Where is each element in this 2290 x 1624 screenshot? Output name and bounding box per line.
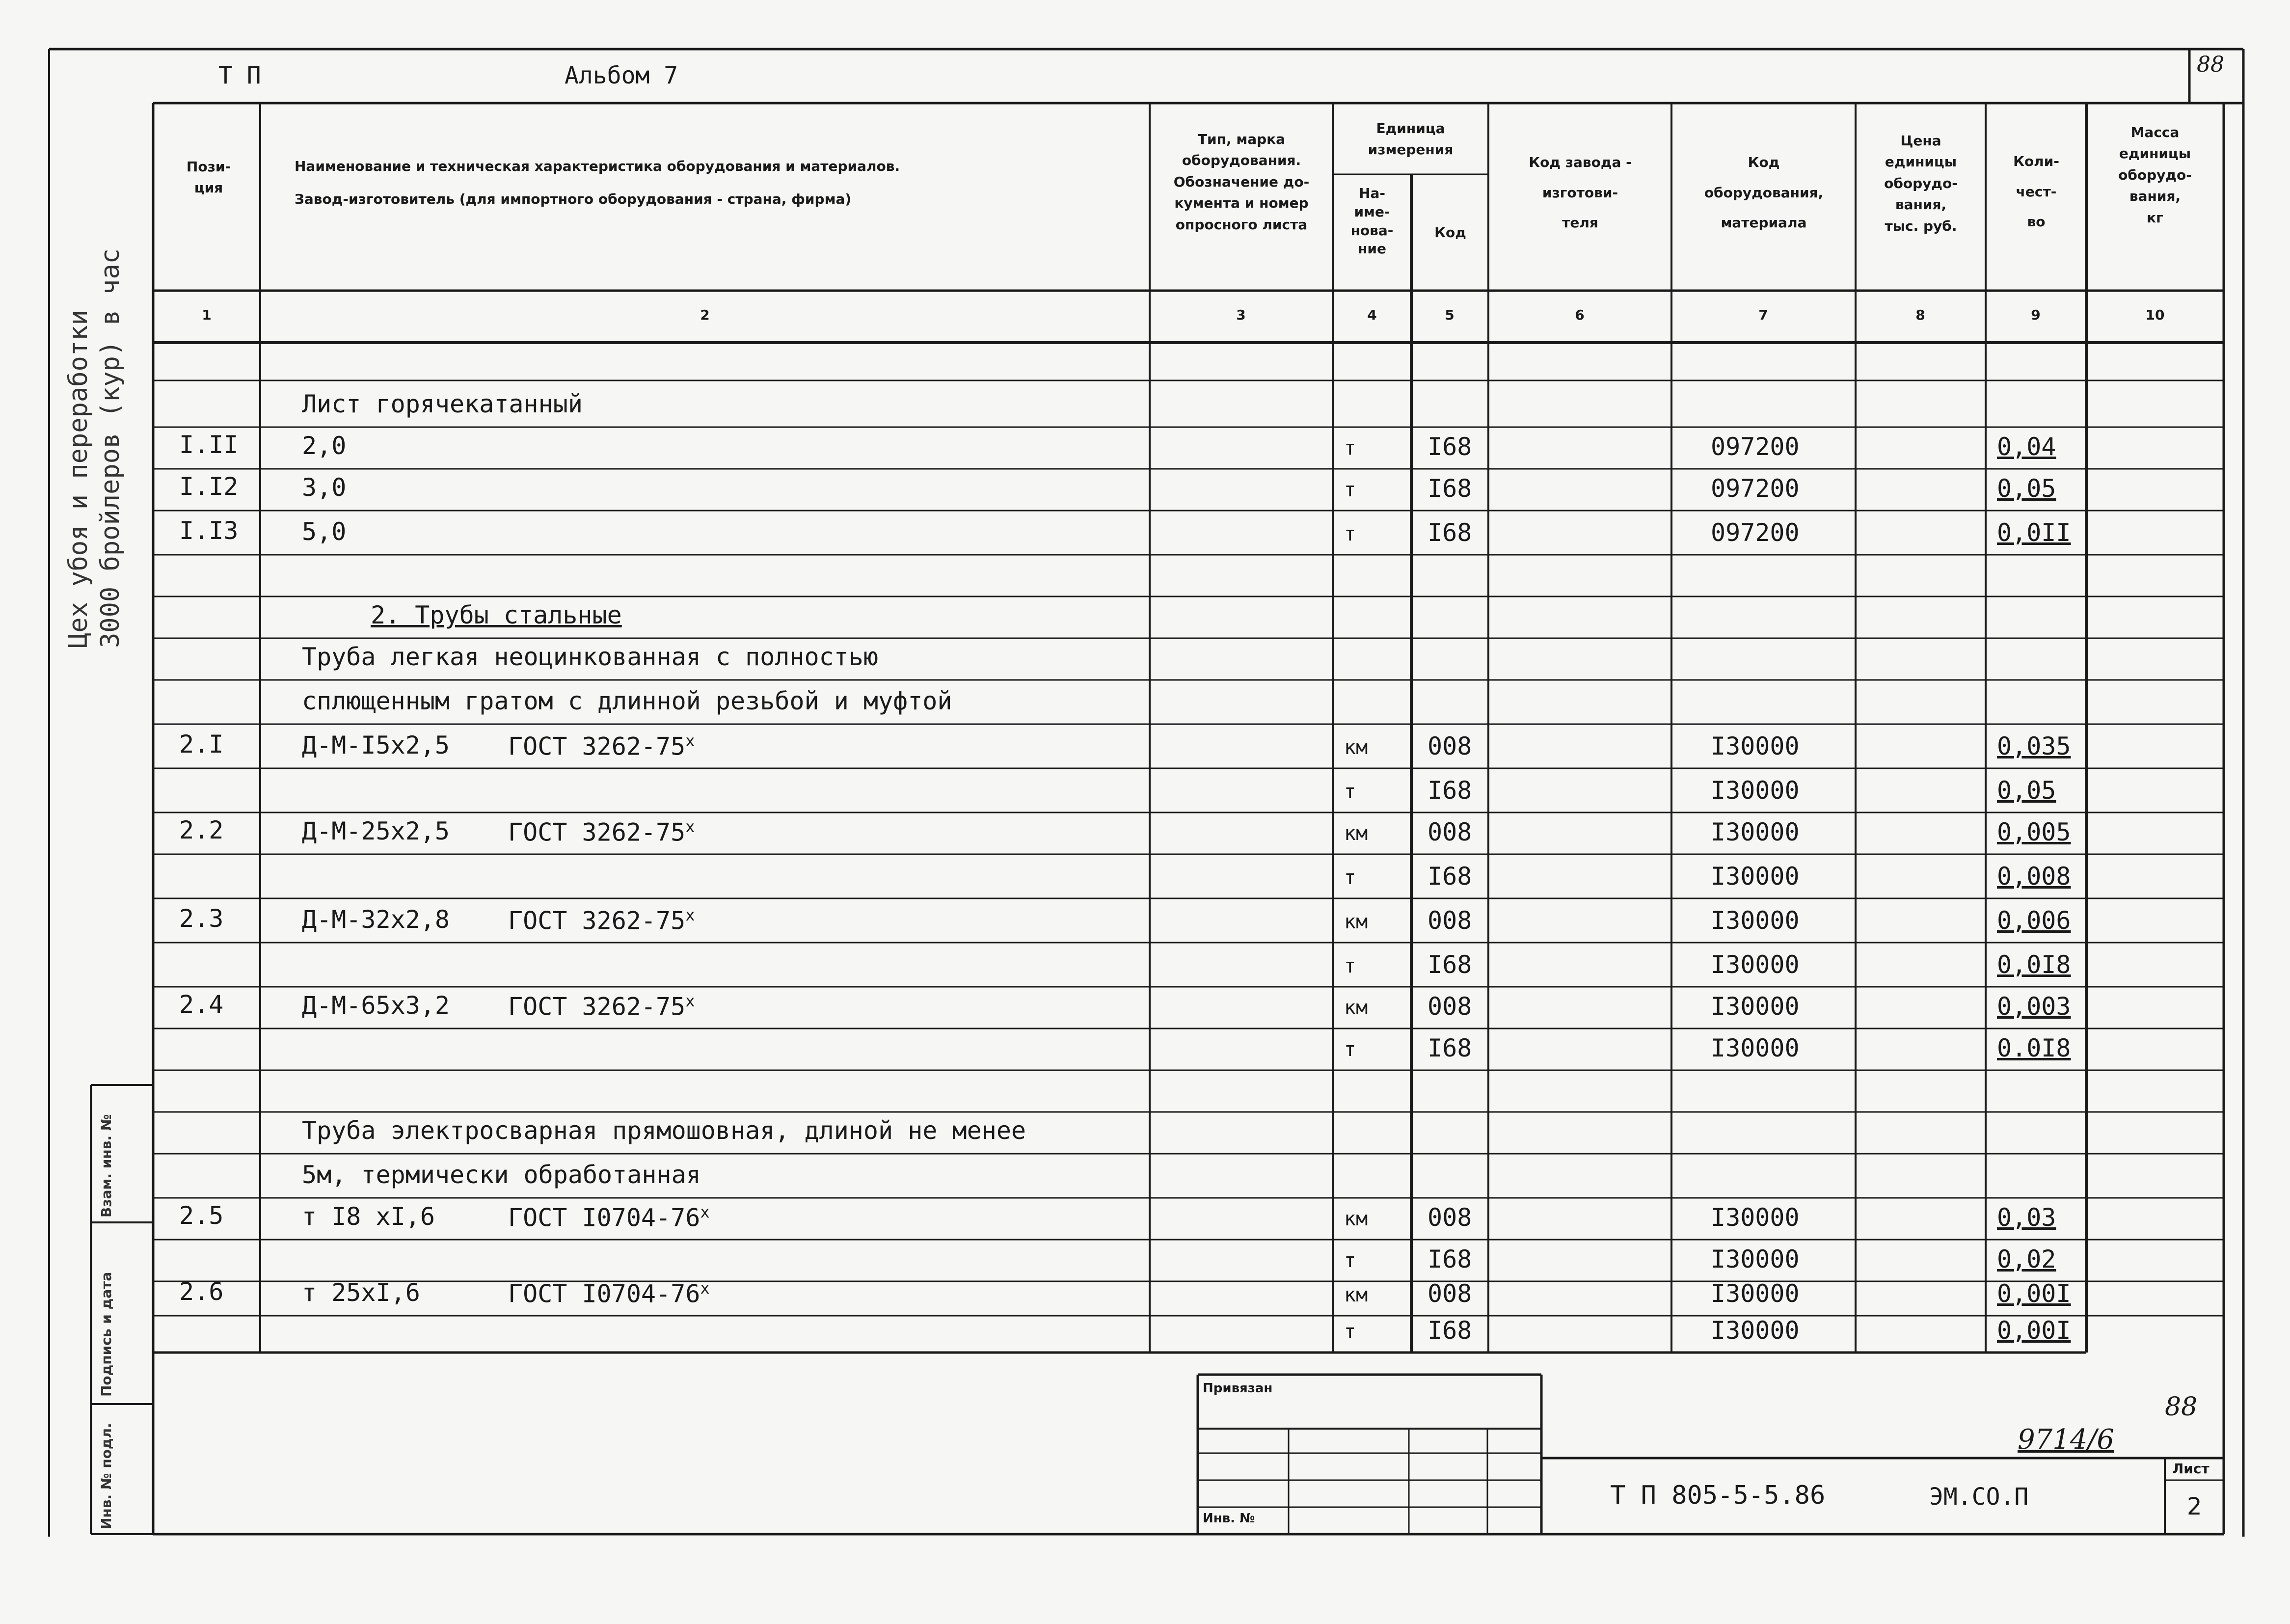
row-position: I.II bbox=[179, 431, 239, 459]
stamp-inv-original: Инв. № подл. bbox=[98, 1423, 114, 1529]
row-quantity: 0,05 bbox=[1997, 474, 2056, 503]
row-equip-code: I30000 bbox=[1711, 776, 1800, 805]
row-quantity: 0,003 bbox=[1997, 992, 2071, 1021]
row-quantity: 0,006 bbox=[1997, 906, 2071, 935]
row-quantity: 0,008 bbox=[1997, 862, 2071, 891]
col-header-equip-code: Код оборудования, материала bbox=[1704, 154, 1824, 231]
row-position: 2.4 bbox=[179, 990, 224, 1019]
document-suffix: ЭМ.СО.П bbox=[1929, 1483, 2029, 1511]
document-code: Т П 805-5-5.86 bbox=[1610, 1481, 1826, 1510]
series-label: Т П bbox=[218, 62, 261, 89]
row-equip-code: I30000 bbox=[1711, 1245, 1800, 1273]
row-gost: ГОСТ 3262-75$^x$ bbox=[508, 731, 695, 761]
stamp-signature-date: Подпись и дата bbox=[98, 1272, 114, 1397]
row-quantity: 0,04 bbox=[1997, 433, 2056, 461]
side-title-line2: 3000 бройлеров (кур) в час bbox=[96, 248, 125, 648]
row-unit-code: I68 bbox=[1428, 1034, 1472, 1062]
row-equip-code: I30000 bbox=[1711, 732, 1800, 760]
side-title-line1: Цех убоя и переработки bbox=[64, 310, 93, 648]
row-unit: т bbox=[1344, 1321, 1356, 1343]
row-name: Д-М-65x3,2 bbox=[302, 991, 450, 1020]
row-unit: т bbox=[1344, 955, 1356, 977]
column-number: 7 bbox=[1758, 307, 1768, 323]
row-equip-code: 097200 bbox=[1711, 518, 1800, 547]
row-quantity: 0,05 bbox=[1997, 776, 2056, 805]
row-name: 5,0 bbox=[302, 517, 347, 546]
row-unit: т bbox=[1344, 781, 1356, 803]
row-unit-code: 008 bbox=[1428, 906, 1472, 935]
column-number: 6 bbox=[1575, 307, 1585, 323]
row-position: I.I2 bbox=[179, 472, 239, 501]
row-name: 2,0 bbox=[302, 432, 347, 460]
row-quantity: 0,005 bbox=[1997, 818, 2071, 846]
col-header-qty: Коли- чест- во bbox=[2013, 153, 2059, 230]
column-number: 4 bbox=[1367, 307, 1377, 323]
row-name: Д-М-25x2,5 bbox=[302, 817, 450, 845]
row-quantity: 0,00I bbox=[1997, 1279, 2071, 1308]
row-unit: т bbox=[1344, 866, 1356, 889]
col-header-pos: Пози- ция bbox=[186, 159, 231, 196]
row-name: Труба электросварная прямошовная, длиной не менее bbox=[302, 1116, 1026, 1145]
col-header-price: Цена единицы оборудо- вания, тыс. руб. bbox=[1884, 133, 1958, 234]
row-unit: км bbox=[1344, 911, 1368, 933]
row-quantity: 0,02 bbox=[1997, 1245, 2056, 1273]
row-equip-code: 097200 bbox=[1711, 474, 1800, 503]
row-unit: т bbox=[1344, 1038, 1356, 1061]
row-unit: т bbox=[1344, 479, 1356, 501]
row-position: 2.3 bbox=[179, 904, 224, 933]
row-equip-code: I30000 bbox=[1711, 818, 1800, 846]
row-unit-code: I68 bbox=[1428, 433, 1472, 461]
row-unit-code: I68 bbox=[1428, 776, 1472, 805]
stamp-inv-no-label: Инв. № bbox=[1203, 1511, 1255, 1526]
row-quantity: 0,00I bbox=[1997, 1316, 2071, 1345]
row-gost: ГОСТ I0704-76$^x$ bbox=[508, 1203, 710, 1232]
row-unit: т bbox=[1344, 1249, 1356, 1272]
row-unit: т bbox=[1344, 437, 1356, 460]
row-name: Лист горячекатанный bbox=[302, 390, 583, 418]
row-unit-code: 008 bbox=[1428, 1203, 1472, 1232]
row-name: Д-М-I5x2,5 bbox=[302, 731, 450, 759]
row-unit: т bbox=[1344, 523, 1356, 545]
column-number: 1 bbox=[202, 307, 212, 323]
row-equip-code: I30000 bbox=[1711, 950, 1800, 979]
col-header-name: Наименование и техническая характеристика оборудования и материалов. Завод-изготовитель (для импортного оборудования - страна, фирма) bbox=[295, 158, 900, 208]
row-name: Труба легкая неоцинкованная с полностью bbox=[302, 643, 878, 671]
row-gost: ГОСТ I0704-76$^x$ bbox=[508, 1279, 710, 1308]
row-equip-code: I30000 bbox=[1711, 906, 1800, 935]
row-name: т I8 xI,6 bbox=[302, 1202, 435, 1231]
row-unit-code: I68 bbox=[1428, 1316, 1472, 1345]
row-position: 2.I bbox=[179, 730, 224, 758]
row-unit-code: 008 bbox=[1428, 732, 1472, 760]
row-unit: км bbox=[1344, 736, 1368, 759]
column-number: 9 bbox=[2031, 307, 2041, 323]
row-quantity: 0,035 bbox=[1997, 732, 2071, 760]
row-unit: км bbox=[1344, 822, 1368, 845]
row-unit-code: I68 bbox=[1428, 1245, 1472, 1273]
row-position: I.I3 bbox=[179, 516, 239, 545]
col-header-unit-code: Код bbox=[1434, 224, 1466, 241]
row-name: 3,0 bbox=[302, 473, 347, 502]
row-unit-code: 008 bbox=[1428, 1279, 1472, 1308]
row-unit-code: I68 bbox=[1428, 474, 1472, 503]
row-equip-code: I30000 bbox=[1711, 992, 1800, 1021]
stamp-tied-label: Привязан bbox=[1203, 1381, 1273, 1396]
row-unit-code: I68 bbox=[1428, 518, 1472, 547]
section-heading: 2. Трубы стальные bbox=[371, 601, 622, 629]
row-quantity: 0,0I8 bbox=[1997, 950, 2071, 979]
row-unit-code: 008 bbox=[1428, 992, 1472, 1021]
corner-sheet-number: 88 bbox=[2197, 52, 2224, 77]
column-number: 8 bbox=[1915, 307, 1925, 323]
row-unit: км bbox=[1344, 1284, 1368, 1306]
row-quantity: 0.0I8 bbox=[1997, 1034, 2071, 1062]
row-quantity: 0,0II bbox=[1997, 518, 2071, 547]
column-number: 5 bbox=[1445, 307, 1455, 323]
handwritten-page: 88 bbox=[2165, 1392, 2198, 1422]
row-gost: ГОСТ 3262-75$^x$ bbox=[508, 817, 695, 847]
row-name: сплющенным гратом с длинной резьбой и муфтой bbox=[302, 687, 952, 715]
album-title: Альбом 7 bbox=[565, 62, 678, 89]
column-number: 10 bbox=[2145, 307, 2165, 323]
row-position: 2.5 bbox=[179, 1201, 224, 1230]
col-header-unit: Единица измерения bbox=[1368, 120, 1454, 158]
sheet-number: 2 bbox=[2187, 1493, 2202, 1520]
row-unit-code: I68 bbox=[1428, 862, 1472, 891]
row-name: Д-М-32x2,8 bbox=[302, 905, 450, 934]
row-unit: км bbox=[1344, 1208, 1368, 1230]
row-position: 2.2 bbox=[179, 816, 224, 844]
handwritten-number: 9714/6 bbox=[2018, 1424, 2115, 1456]
row-name: 5м, термически обработанная bbox=[302, 1161, 701, 1189]
col-header-unit-name: На- име- нова- ние bbox=[1350, 185, 1394, 257]
sheet-label: Лист bbox=[2172, 1461, 2209, 1477]
row-quantity: 0,03 bbox=[1997, 1203, 2056, 1232]
row-equip-code: I30000 bbox=[1711, 862, 1800, 891]
col-header-type: Тип, марка оборудования. Обозначение до- кумента и номер опросного листа bbox=[1173, 131, 1310, 233]
col-header-plant-code: Код завода - изготови- теля bbox=[1529, 154, 1632, 231]
row-position: 2.6 bbox=[179, 1277, 224, 1306]
row-equip-code: I30000 bbox=[1711, 1316, 1800, 1345]
row-equip-code: I30000 bbox=[1711, 1279, 1800, 1308]
row-unit: км bbox=[1344, 997, 1368, 1019]
stamp-replace-inv: Взам. инв. № bbox=[98, 1114, 114, 1218]
column-number: 3 bbox=[1236, 307, 1246, 323]
column-number: 2 bbox=[700, 307, 710, 323]
row-gost: ГОСТ 3262-75$^x$ bbox=[508, 992, 695, 1021]
row-gost: ГОСТ 3262-75$^x$ bbox=[508, 906, 695, 935]
row-unit-code: I68 bbox=[1428, 950, 1472, 979]
row-unit-code: 008 bbox=[1428, 818, 1472, 846]
col-header-mass: Масса единицы оборудо- вания, кг bbox=[2118, 124, 2192, 226]
row-equip-code: I30000 bbox=[1711, 1203, 1800, 1232]
row-equip-code: I30000 bbox=[1711, 1034, 1800, 1062]
row-equip-code: 097200 bbox=[1711, 433, 1800, 461]
row-name: т 25xI,6 bbox=[302, 1278, 420, 1307]
